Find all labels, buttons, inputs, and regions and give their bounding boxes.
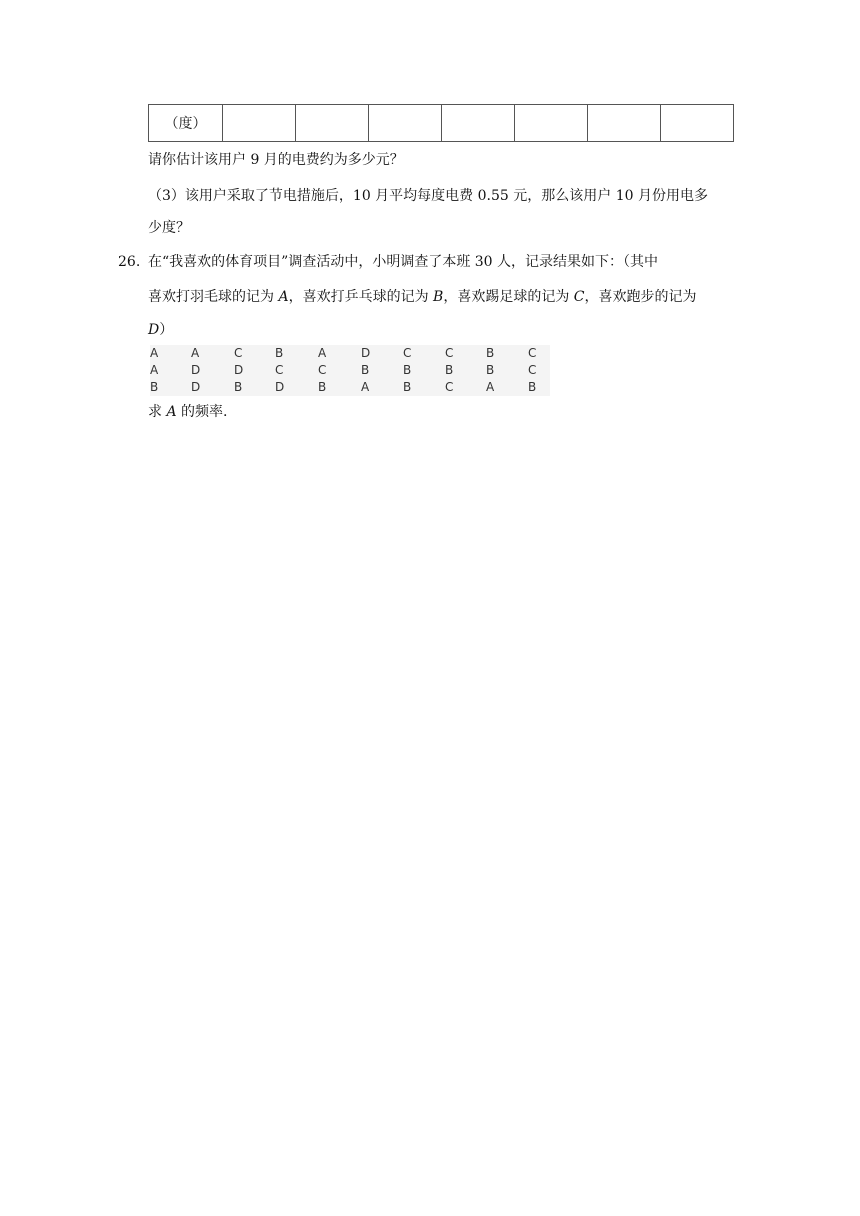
record-letter: D [361,346,371,360]
part3-question-line1: （3）该用户采取了节电措施后，10 月平均每度电费 0.55 元，那么该用户 10 月份用电多 [148,188,708,204]
table-cell [515,105,588,142]
record-letter: B [361,363,370,377]
record-letter: B [318,380,327,394]
survey-records [150,345,550,396]
record-letter: A [191,346,200,360]
record-letter: A [318,346,327,360]
records-row-3 [150,379,550,396]
table-cell [369,105,442,142]
record-letter: D [191,380,201,394]
record-letter: C [403,346,412,360]
record-letter: D [275,380,285,394]
record-letter: B [150,380,159,394]
record-letter: B [403,363,412,377]
record-letter: A [150,346,159,360]
q26-line2: 喜欢打羽毛球的记为 A，喜欢打乒乓球的记为 B，喜欢踢足球的记为 C，喜欢跑步的记为 [148,289,697,305]
record-letter: C [234,346,243,360]
record-letter: B [403,380,412,394]
record-letter: A [486,380,495,394]
record-letter: B [445,363,454,377]
record-letter: D [191,363,201,377]
record-letter: B [234,380,243,394]
table-cell [588,105,661,142]
record-letter: C [275,363,284,377]
record-letter: A [361,380,370,394]
question-number: 26. [118,254,141,270]
record-letter: B [275,346,284,360]
table-cell [661,105,734,142]
record-letter: B [528,380,537,394]
record-letter: C [445,346,454,360]
table-cell [442,105,515,142]
q26-line3: D） [148,322,174,338]
records-row-2 [150,362,550,379]
record-letter: D [234,363,244,377]
records-row-1 [150,345,550,362]
record-letter: B [486,363,495,377]
record-letter: C [445,380,454,394]
table-cell [296,105,369,142]
electricity-usage-table [148,104,734,142]
record-letter: C [528,346,537,360]
estimate-question: 请你估计该用户 9 月的电费约为多少元？ [148,152,404,168]
part3-question-line2: 少度？ [148,220,190,236]
table-cell-unit: （度） [149,105,223,142]
frequency-question: 求 A 的频率. [148,404,228,420]
record-letter: C [528,363,537,377]
q26-line1: 在“我喜欢的体育项目”调查活动中，小明调查了本班 30 人，记录结果如下：（其中 [148,254,659,270]
record-letter: A [150,363,159,377]
table-row [149,105,734,142]
record-letter: B [486,346,495,360]
table-cell [223,105,296,142]
record-letter: C [318,363,327,377]
